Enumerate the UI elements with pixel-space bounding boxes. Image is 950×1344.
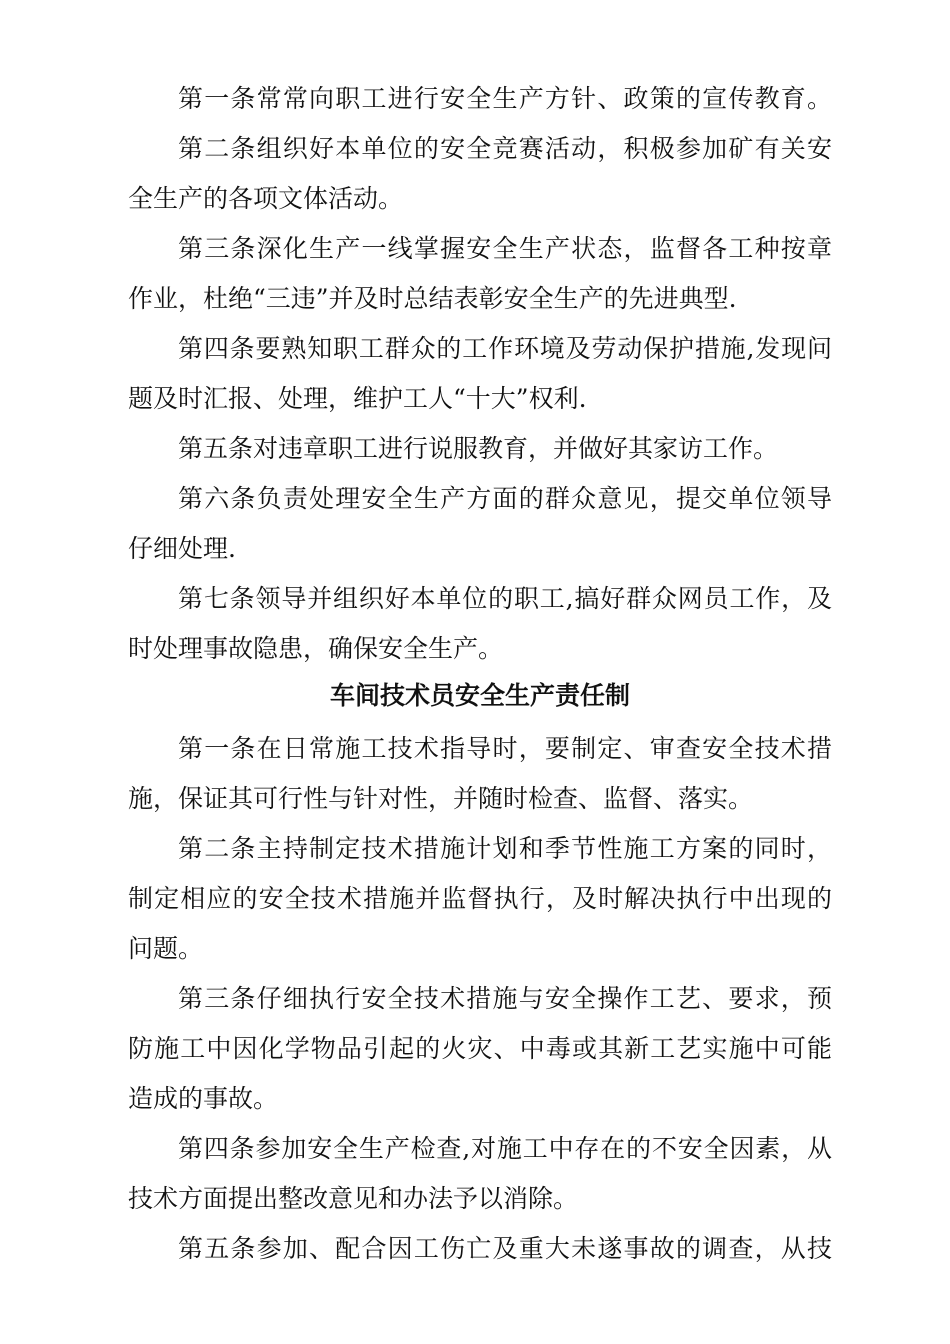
- article-line: 全生产的各项文体活动。: [128, 184, 404, 213]
- article-line: 防施工中因化学物品引起的火灾、中毒或其新工艺实施中可能: [128, 1034, 832, 1063]
- article-line: 题及时汇报、处理，维护工人“十大”权利.: [128, 384, 587, 413]
- article-line: 造成的事故。: [128, 1084, 279, 1113]
- article-line: 第四条要熟知职工群众的工作环境及劳动保护措施,发现问: [178, 334, 832, 363]
- section-title: 车间技术员安全生产责任制: [329, 681, 630, 710]
- article-line: 第六条负责处理安全生产方面的群众意见，提交单位领导: [178, 484, 832, 513]
- article-line: 第五条参加、配合因工伤亡及重大未遂事故的调查，从技: [178, 1234, 832, 1263]
- article-line: 时处理事故隐患，确保安全生产。: [128, 634, 504, 663]
- article-line: 作业，杜绝“三违”并及时总结表彰安全生产的先进典型.: [128, 284, 737, 313]
- article-line: 仔细处理.: [128, 534, 236, 563]
- article-line: 第七条领导并组织好本单位的职工,搞好群众网员工作，及: [178, 584, 832, 613]
- article-line: 第一条在日常施工技术指导时，要制定、审查安全技术措: [178, 734, 832, 763]
- article-line: 第三条深化生产一线掌握安全生产状态，监督各工种按章: [178, 234, 832, 263]
- article-line: 第五条对违章职工进行说服教育，并做好其家访工作。: [178, 434, 779, 463]
- article-line: 施，保证其可行性与针对性，并随时检查、监督、落实。: [128, 784, 754, 813]
- article-line: 问题。: [128, 934, 204, 963]
- article-line: 第四条参加安全生产检查,对施工中存在的不安全因素，从: [178, 1134, 832, 1163]
- article-line: 第二条组织好本单位的安全竞赛活动，积极参加矿有关安: [178, 134, 832, 163]
- article-line: 第一条常常向职工进行安全生产方针、政策的宣传教育。: [178, 84, 832, 113]
- article-line: 技术方面提出整改意见和办法予以消除。: [128, 1184, 579, 1213]
- article-line: 第三条仔细执行安全技术措施与安全操作工艺、要求，预: [178, 984, 832, 1013]
- article-line: 第二条主持制定技术措施计划和季节性施工方案的同时，: [178, 834, 832, 863]
- article-line: 制定相应的安全技术措施并监督执行，及时解决执行中出现的: [128, 884, 832, 913]
